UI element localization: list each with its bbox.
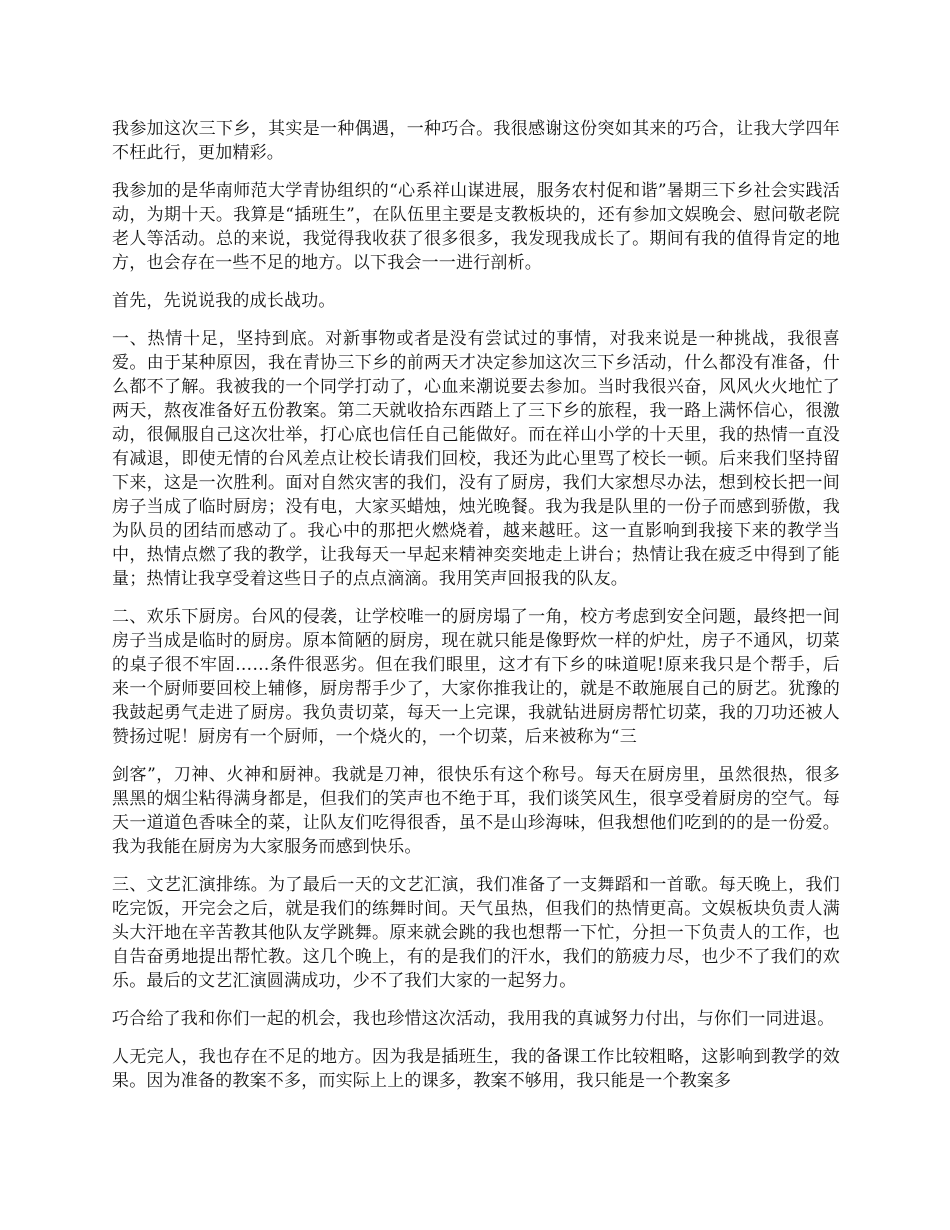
paragraph-coincidence: 巧合给了我和你们一起的机会，我也珍惜这次活动，我用我的真诚努力付出，与你们一同进退。 [112, 1009, 835, 1029]
paragraph-activity-overview: 我参加的是华南师范大学青协组织的“心系祥山谋进展，服务农村促和谐”暑期三下乡社会实践活动，为期十天。我算是“插班生”，在队伍里主要是支教板块的，还有参加文娱晚会、慰问敬老院老人等活动。总的来说，我觉得我收获了很多很多，我发现我成长了。期间有我的值得肯定的地方，也会存在一些不足的地方。以下我会一一进行剖析。 [112, 181, 840, 273]
paragraph-kitchen-continued: 剑客”，刀神、火神和厨神。我就是刀神，很快乐有这个称号。每天在厨房里，虽然很热，很多黑黑的烟尘粘得满身都是，但我们的笑声也不绝于耳，我们谈笑风生，很享受着厨房的空气。每天一道道色香味全的菜，让队友们吃得很香，虽不是山珍海味，但我想他们吃到的的是一份爱。我为我能在厨房为大家服务而感到快乐。 [112, 765, 840, 857]
document-body [112, 117, 840, 1107]
paragraph-kitchen: 二、欢乐下厨房。台风的侵袭，让学校唯一的厨房塌了一角，校方考虑到安全问题，最终把一间房子当成是临时的厨房。原本简陋的厨房，现在就只能是像野炊一样的炉灶，房子不通风，切菜的桌子很不牢固……条件很恶劣。但在我们眼里，这才有下乡的味道呢!原来我只是个帮手，后来一个厨师要回校上辅修，厨房帮手少了，大家你推我让的，就是不敢施展自己的厨艺。犹豫的我鼓起勇气走进了厨房。我负责切菜，每天一上完课，我就钻进厨房帮忙切菜，我的刀功还被人赞扬过呢！厨房有一个厨师，一个烧火的，一个切菜，后来被称为“三 [112, 607, 840, 747]
paragraph-growth-heading: 首先，先说说我的成长战功。 [112, 291, 336, 311]
paragraph-performance-rehearsal: 三、文艺汇演排练。为了最后一天的文艺汇演，我们准备了一支舞蹈和一首歌。每天晚上，我们吃完饭，开完会之后，就是我们的练舞时间。天气虽热，但我们的热情更高。文娱板块负责人满头大汗地在辛苦教其他队友学跳舞。原来就会跳的我也想帮一下忙，分担一下负责人的工作，也自告奋勇地提出帮忙教。这几个晚上，有的是我们的汗水，我们的筋疲力尽，也少不了我们的欢乐。最后的文艺汇演圆满成功，少不了我们大家的一起努力。 [112, 875, 840, 991]
paragraph-shortcomings: 人无完人，我也存在不足的地方。因为我是插班生，我的备课工作比较粗略，这影响到教学的效果。因为准备的教案不多，而实际上上的课多，教案不够用，我只能是一个教案多 [112, 1047, 840, 1091]
paragraph-intro: 我参加这次三下乡，其实是一种偶遇，一种巧合。我很感谢这份突如其来的巧合，让我大学四年不枉此行，更加精彩。 [112, 119, 840, 163]
paragraph-enthusiasm: 一、热情十足，坚持到底。对新事物或者是没有尝试过的事情，对我来说是一种挑战，我很喜爱。由于某种原因，我在青协三下乡的前两天才决定参加这次三下乡活动，什么都没有准备，什么都不了解。我被我的一个同学打动了，心血来潮说要去参加。当时我很兴奋，风风火火地忙了两天，熬夜准备好五份教案。第二天就收拾东西踏上了三下乡的旅程，我一路上满怀信心，很激动，很佩服自己这次壮举，打心底也信任自己能做好。而在祥山小学的十天里，我的热情一直没有减退，即使无情的台风差点让校长请我们回校，我还为此心里骂了校长一顿。后来我们坚持留下来，这是一次胜利。面对自然灾害的我们，没有了厨房，我们大家想尽办法，想到校长把一间房子当成了临时厨房；没有电，大家买蜡烛，烛光晚餐。我为我是队里的一份子而感到骄傲，我为队员的团结而感动了。我心中的那把火燃烧着，越来越旺。这一直影响到我接下来的教学当中，热情点燃了我的教学，让我每天一早起来精神奕奕地走上讲台；热情让我在疲乏中得到了能量；热情让我享受着这些日子的点点滴滴。我用笑声回报我的队友。 [112, 329, 840, 589]
